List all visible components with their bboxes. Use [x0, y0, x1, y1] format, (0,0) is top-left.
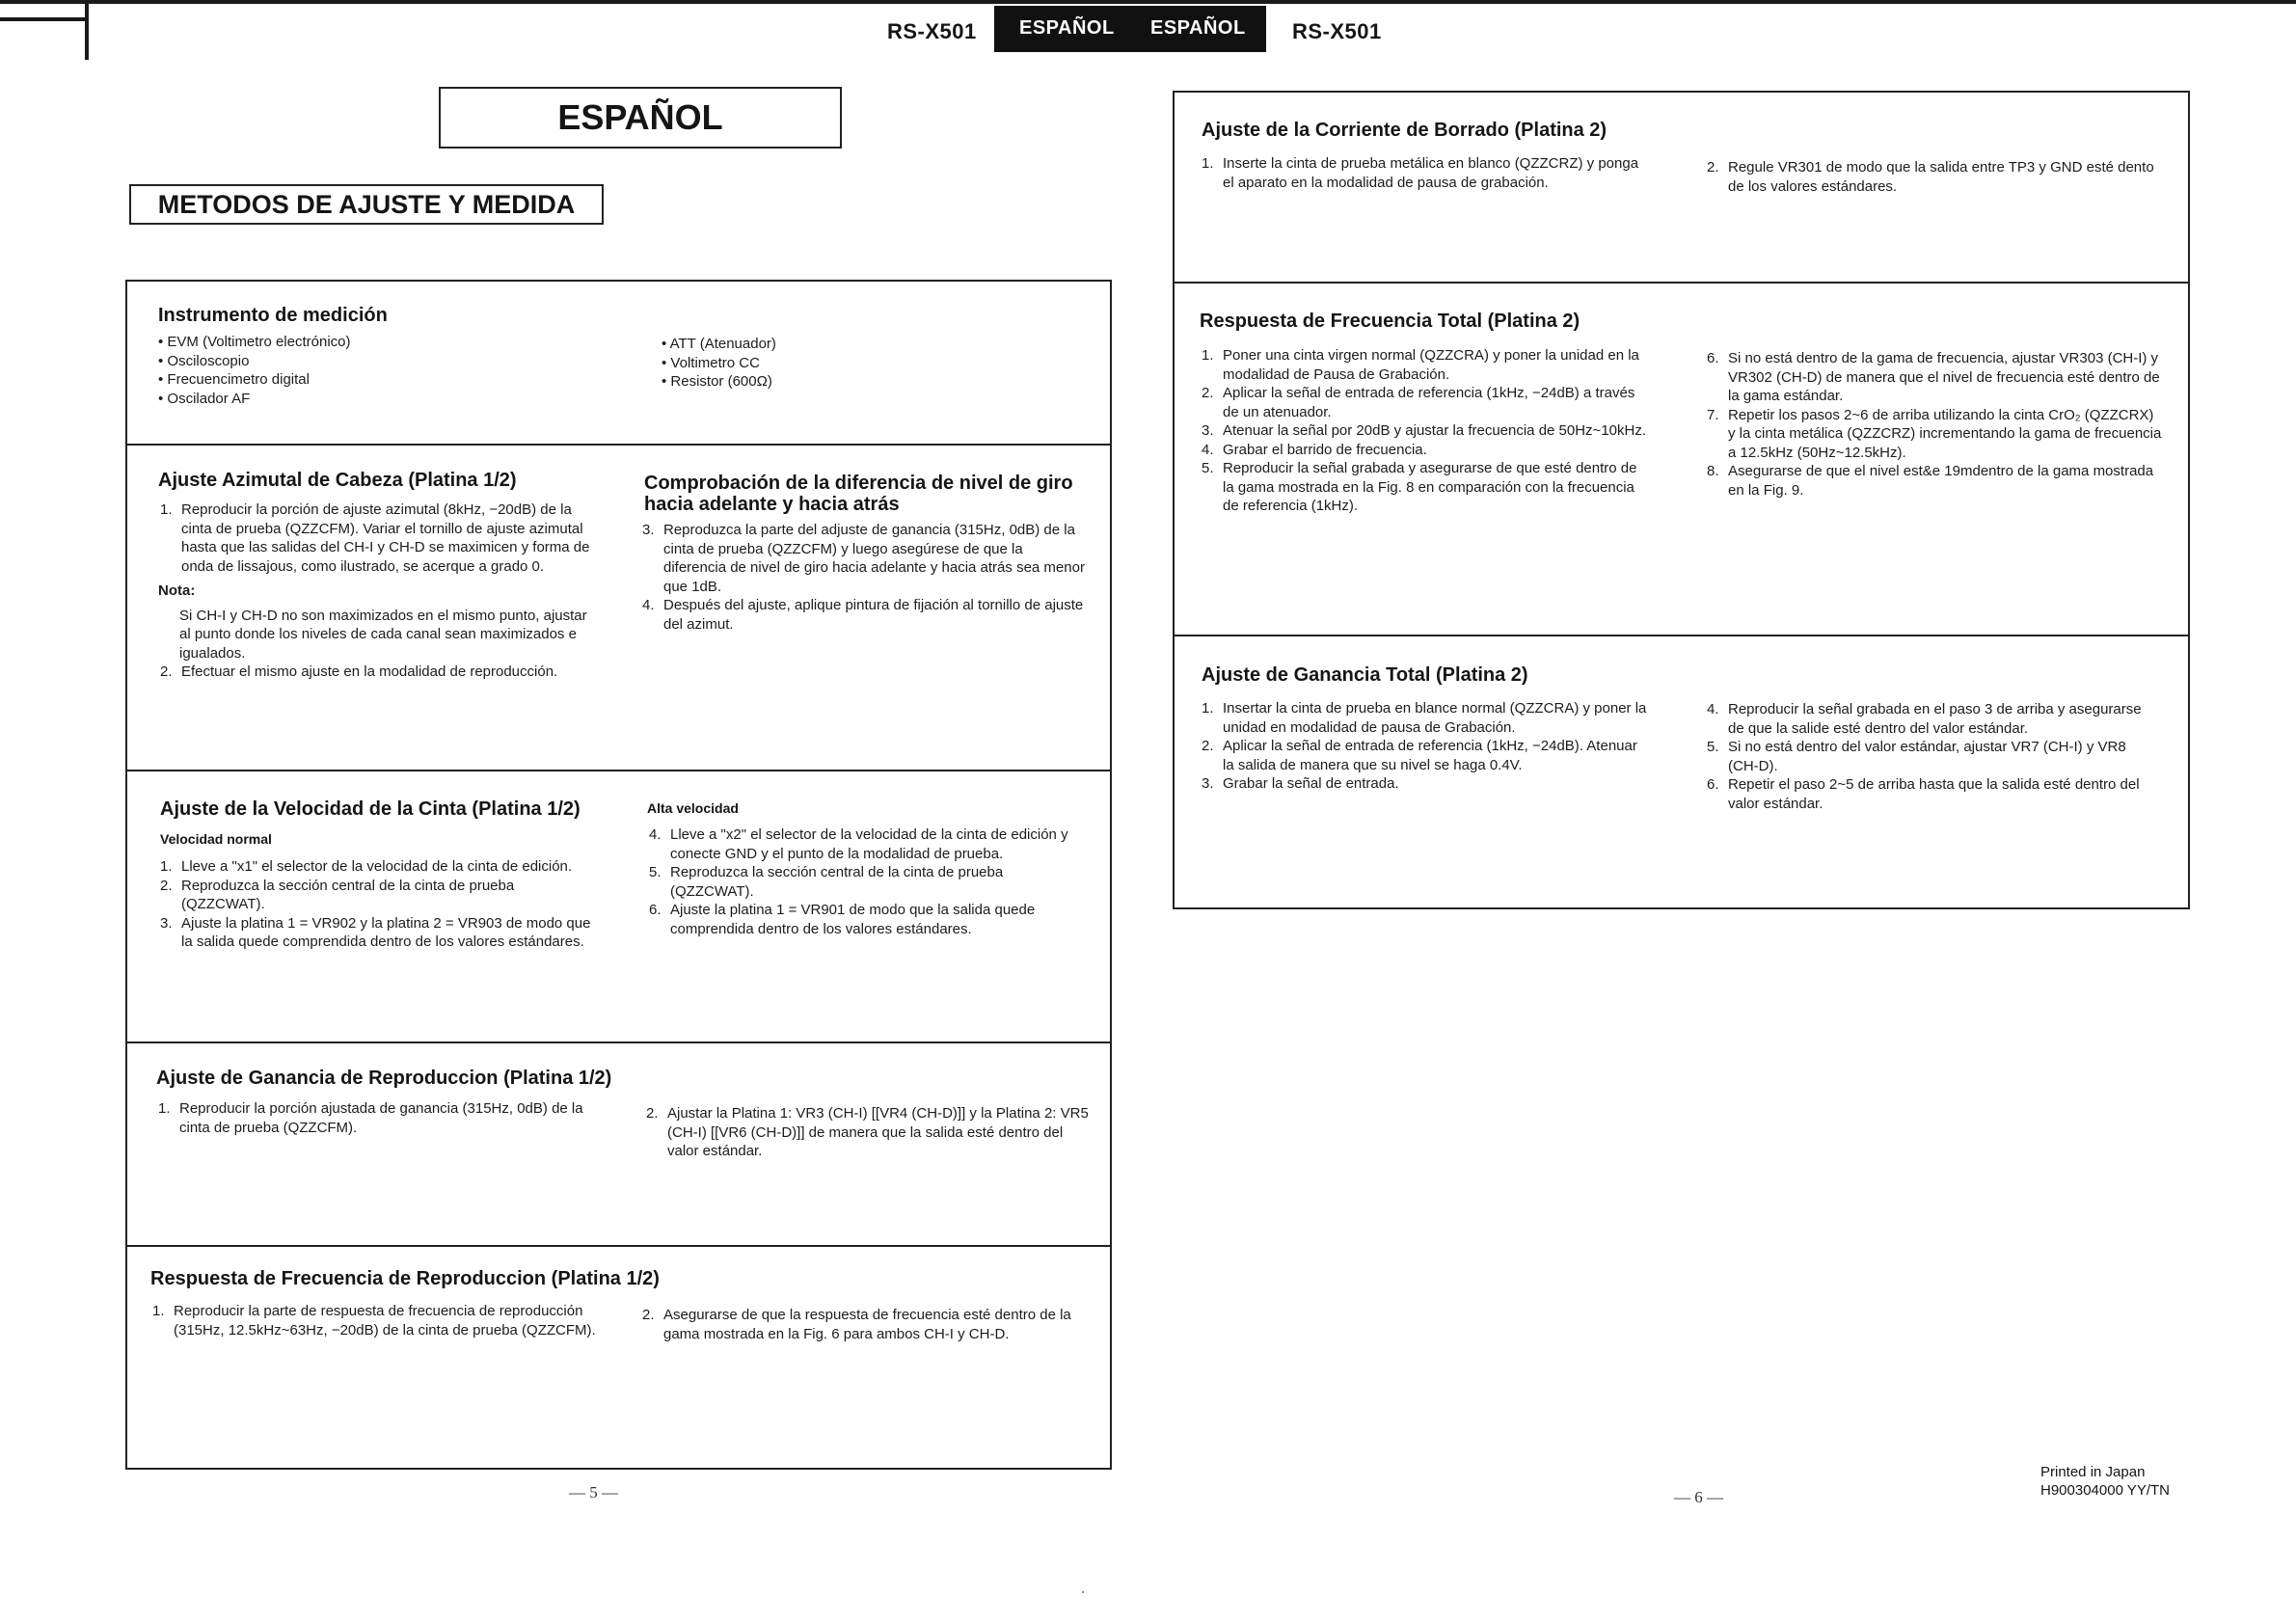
list-item: • Voltimetro CC: [662, 354, 760, 371]
list-item: • EVM (Voltimetro electrónico): [158, 334, 351, 350]
page-number-right: — 6 —: [1674, 1488, 1723, 1506]
list-item: 1. Lleve a "x1" el selector de la velocidad de la cinta de edición.: [160, 858, 573, 875]
giro-title-line2: hacia adelante y hacia atrás: [644, 494, 900, 515]
header-model-right: RS-X501: [1292, 19, 1382, 43]
instrumento-title: Instrumento de medición: [158, 305, 388, 326]
list-item: 6. Ajuste la platina 1 = VR901 de modo que la salida quede comprendida dentro de los valores estándares.: [649, 902, 1036, 937]
list-item: 4. Grabar el barrido de frecuencia.: [1202, 441, 1427, 458]
velocidad-alta-label: Alta velocidad: [647, 800, 739, 816]
list-item: 1. Reproducir la parte de respuesta de frecuencia de reproducción (315Hz, 12.5kHz~63Hz, −20dB) de la cinta de prueba (QZZCFM).: [152, 1303, 596, 1339]
frec-repro-body-1: [150, 1302, 596, 1339]
velocidad-normal-body: [158, 857, 602, 952]
list-item: 5. Reproducir la señal grabada y asegurarse de que esté dentro de la gama mostrada en la Fig. 8 en comparación con la frecuencia de referencia (1kHz).: [1202, 460, 1637, 514]
ganancia-total-body-2: [1705, 700, 2160, 813]
list-item: • ATT (Atenuador): [662, 336, 776, 352]
giro-body: [640, 521, 1088, 634]
azimutal-title: Ajuste Azimutal de Cabeza (Platina 1/2): [158, 470, 517, 491]
list-item: • Frecuencimetro digital: [158, 371, 310, 388]
velocidad-normal-label: Velocidad normal: [160, 831, 272, 847]
scan-edge-left: [85, 0, 89, 60]
header-language-left: ESPAÑOL: [1019, 17, 1115, 39]
section-heading: METODOS DE AJUSTE Y MEDIDA: [129, 184, 604, 225]
list-item: 1. Insertar la cinta de prueba en blance normal (QZZCRA) y poner la unidad en modalidad de pausa de Grabación.: [1202, 700, 1647, 736]
list-item: 8. Asegurarse de que el nivel est&e 19mdentro de la gama mostrada en la Fig. 9.: [1707, 463, 2154, 499]
divider: [1173, 635, 2188, 636]
frec-repro-title: Respuesta de Frecuencia de Reproduccion (Platina 1/2): [150, 1268, 660, 1289]
list-item: 4. Lleve a "x2" el selector de la velocidad de la cinta de edición y conecte GND y el punto de la modalidad de prueba.: [649, 826, 1068, 862]
giro-title-line1: Comprobación de la diferencia de nivel de giro: [644, 473, 1073, 494]
list-item: 5. Reproduzca la sección central de la cinta de prueba (QZZCWAT).: [649, 864, 1004, 900]
list-item: 4. Reproducir la señal grabada en el paso 3 de arriba y asegurarse de que la salide esté dentro del valor estándar.: [1707, 701, 2142, 737]
borrado-body-1: [1200, 154, 1651, 192]
list-item: 6. Si no está dentro de la gama de frecuencia, ajustar VR303 (CH-I) y VR302 (CH-D) de manera que el nivel de frecuencia esté dentro de la gama estándar.: [1707, 350, 2160, 404]
borrado-body-2: [1705, 158, 2158, 196]
scan-edge-tick: [0, 17, 87, 21]
list-item: 2. Aplicar la señal de entrada de referencia (1kHz, −24dB). Atenuar la salida de manera que su nivel se haga 0.4V.: [1202, 738, 1637, 773]
list-item: 2. Reproduzca la sección central de la cinta de prueba (QZZCWAT).: [160, 877, 515, 912]
ganancia-repro-body-2: [644, 1104, 1092, 1161]
velocidad-alta-body: [647, 825, 1091, 938]
list-item: 3. Grabar la señal de entrada.: [1202, 775, 1399, 792]
print-code: H900304000 YY/TN: [2040, 1482, 2170, 1499]
divider: [125, 444, 1110, 446]
frec-repro-body-2: [640, 1306, 1092, 1343]
list-item: 7. Repetir los pasos 2~6 de arriba utilizando la cinta CrO₂ (QZZCRX) y la cinta metálica (QZZCRZ) incrementando la gama de frecuencia a 12.5kHz (50Hz~12.5kHz).: [1707, 406, 2162, 461]
list-item: 2. Aplicar la señal de entrada de referencia (1kHz, −24dB) a través de un atenuador.: [1202, 385, 1635, 420]
list-item: 2. Regule VR301 de modo que la salida entre TP3 y GND esté dento de los valores estándares.: [1707, 159, 2154, 195]
ganancia-total-body-1: [1200, 699, 1647, 794]
list-item: 1. Reproducir la porción de ajuste azimutal (8kHz, −20dB) de la cinta de prueba (QZZCFM). Variar el tornillo de ajuste azimutal hasta que las salidas del CH-I y CH-D se maximicen y forma de onda de lissajous, como ilustrado, se acerque a grado 0.: [160, 501, 590, 575]
instrumento-list-1: [158, 333, 640, 408]
instrumento-list-2: [662, 335, 1047, 392]
list-item: 4. Después del ajuste, aplique pintura de fijación al tornillo de ajuste del azimut.: [642, 597, 1084, 633]
note-label: Nota:: [158, 582, 196, 599]
list-item: 5. Si no está dentro del valor estándar, ajustar VR7 (CH-I) y VR8 (CH-D).: [1707, 739, 2126, 774]
scan-speck: [1082, 1591, 1084, 1593]
list-item: 2. Efectuar el mismo ajuste en la modalidad de reproducción.: [160, 663, 558, 680]
divider: [125, 1245, 1110, 1247]
ganancia-repro-body-1: [156, 1099, 606, 1137]
divider: [125, 770, 1110, 771]
page-title: ESPAÑOL: [439, 87, 842, 149]
list-item: • Osciloscopio: [158, 352, 250, 369]
ganancia-total-title: Ajuste de Ganancia Total (Platina 2): [1202, 664, 1528, 686]
velocidad-title: Ajuste de la Velocidad de la Cinta (Platina 1/2): [160, 798, 581, 820]
list-item: 2. Asegurarse de que la respuesta de frecuencia esté dentro de la gama mostrada en la Fig. 6 para ambos CH-I y CH-D.: [642, 1307, 1071, 1342]
scan-edge-top: [0, 0, 2296, 4]
frec-total-title: Respuesta de Frecuencia Total (Platina 2): [1200, 311, 1580, 332]
header-language-band: [994, 6, 1266, 52]
azimutal-body: [158, 500, 600, 682]
list-item: 1. Reproducir la porción ajustada de ganancia (315Hz, 0dB) de la cinta de prueba (QZZCFM).: [158, 1100, 583, 1136]
printed-in-japan: Printed in Japan: [2040, 1464, 2146, 1480]
frec-total-body-2: [1705, 349, 2162, 500]
list-item: 3. Ajuste la platina 1 = VR902 y la platina 2 = VR903 de modo que la salida quede comprendida dentro de los valores estándares.: [160, 914, 591, 950]
list-item: 2. Ajustar la Platina 1: VR3 (CH-I) [[VR4 (CH-D)]] y la Platina 2: VR5 (CH-I) [[VR6 (CH-D)]] de manera que la salida esté dentro del valor estándar.: [646, 1105, 1089, 1159]
borrado-title: Ajuste de la Corriente de Borrado (Platina 2): [1202, 120, 1607, 141]
list-item: • Oscilador AF: [158, 390, 251, 407]
frec-total-body-1: [1200, 346, 1647, 516]
list-item: 3. Reproduzca la parte del adjuste de ganancia (315Hz, 0dB) de la cinta de prueba (QZZCFM) y luego asegúrese de que la diferencia de nivel de giro hacia adelante y hacia atrás sea menor que 1dB.: [642, 522, 1085, 595]
header-model-left: RS-X501: [887, 19, 977, 43]
header-language-right: ESPAÑOL: [1150, 17, 1246, 39]
list-item: 1. Inserte la cinta de prueba metálica en blanco (QZZCRZ) y ponga el aparato en la modalidad de pausa de grabación.: [1202, 155, 1639, 191]
list-item: 1. Poner una cinta virgen normal (QZZCRA) y poner la unidad en la modalidad de Pausa de Grabación.: [1202, 347, 1639, 383]
list-item: 6. Repetir el paso 2~5 de arriba hasta que la salida esté dentro del valor estándar.: [1707, 776, 2140, 812]
list-item: 3. Atenuar la señal por 20dB y ajustar la frecuencia de 50Hz~10kHz.: [1202, 422, 1647, 439]
page-number-left: — 5 —: [569, 1483, 618, 1501]
divider: [1173, 282, 2188, 284]
note-text: Si CH-I y CH-D no son maximizados en el mismo punto, ajustar al punto donde los niveles de cada canal sean maximizados e igualados.: [179, 607, 587, 662]
list-item: • Resistor (600Ω): [662, 373, 772, 390]
divider: [125, 1041, 1110, 1043]
ganancia-repro-title: Ajuste de Ganancia de Reproduccion (Platina 1/2): [156, 1068, 612, 1089]
